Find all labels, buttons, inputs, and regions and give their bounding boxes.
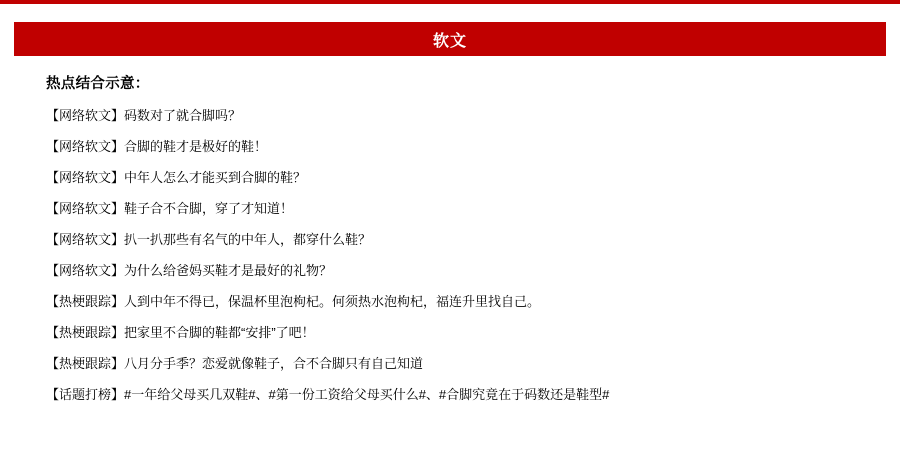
list-item: 【热梗跟踪】把家里不合脚的鞋都“安排”了吧！	[46, 325, 315, 340]
list-item: 【网络软文】鞋子合不合脚，穿了才知道！	[46, 201, 294, 216]
list-item: 【热梗跟踪】八月分手季？恋爱就像鞋子，合不合脚只有自己知道	[46, 356, 424, 371]
list-item: 【网络软文】合脚的鞋才是极好的鞋！	[46, 139, 268, 154]
list-item: 【网络软文】为什么给爸妈买鞋才是最好的礼物？	[46, 263, 333, 278]
headline-list	[46, 107, 900, 403]
list-item: 【热梗跟踪】人到中年不得已，保温杯里泡枸杞。何须热水泡枸杞，福连升里找自己。	[46, 294, 541, 309]
section-heading: 热点结合示意：	[46, 76, 150, 92]
body-block	[0, 56, 900, 403]
page-title: 软文	[432, 32, 467, 50]
list-item: 【网络软文】扒一扒那些有名气的中年人，都穿什么鞋？	[46, 232, 372, 247]
slide-content	[0, 22, 900, 403]
list-item: 【网络软文】中年人怎么才能买到合脚的鞋？	[46, 170, 307, 185]
top-accent-rule	[0, 0, 900, 4]
list-item: 【网络软文】码数对了就合脚吗？	[46, 108, 242, 123]
list-item: 【话题打榜】#一年给父母买几双鞋#、#第一份工资给父母买什么#、#合脚究竟在于码数还是鞋型#	[46, 387, 610, 402]
title-banner	[14, 22, 886, 56]
